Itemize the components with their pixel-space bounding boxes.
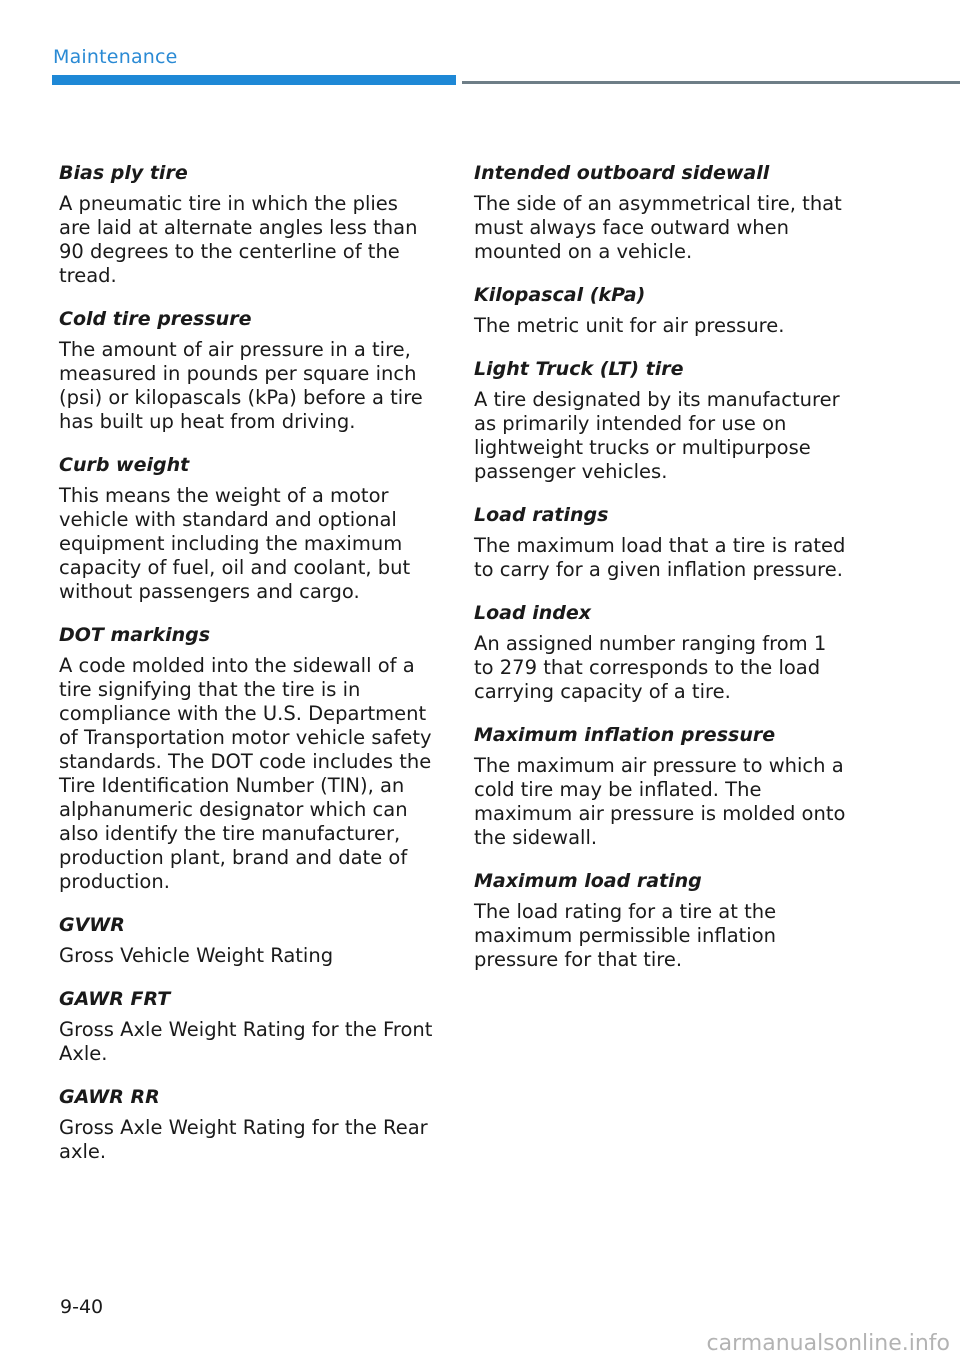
- glossary-term: GAWR RR: [59, 1086, 160, 1108]
- glossary-definition: The load rating for a tire at the maximum permissible inflation pressure for that tire.: [474, 900, 777, 971]
- glossary-term: Curb weight: [59, 454, 190, 476]
- glossary-entry: [474, 868, 849, 972]
- glossary-left-column: [59, 160, 434, 1182]
- glossary-definition: Gross Axle Weight Rating for the Front Axle.: [59, 1018, 433, 1065]
- glossary-entry: [474, 600, 849, 704]
- glossary-term: GAWR FRT: [59, 988, 171, 1010]
- glossary-entry: [59, 160, 434, 288]
- glossary-term: Load ratings: [474, 504, 609, 526]
- glossary-entry: [59, 912, 434, 968]
- glossary-entry: [59, 986, 434, 1066]
- glossary-term: Light Truck (LT) tire: [474, 358, 684, 380]
- glossary-definition: Gross Axle Weight Rating for the Rear axle.: [59, 1116, 428, 1163]
- glossary-term: Kilopascal (kPa): [474, 284, 646, 306]
- glossary-definition: The maximum air pressure to which a cold tire may be inflated. The maximum air pressure is molded onto the sidewall.: [474, 754, 846, 849]
- glossary-definition: The amount of air pressure in a tire, measured in pounds per square inch (psi) or kilopascals (kPa) before a tire has built up heat from driving.: [59, 338, 423, 433]
- watermark: carmanualsonline.info: [706, 1331, 950, 1356]
- glossary-entry: [59, 1084, 434, 1164]
- glossary-entry: [59, 622, 434, 894]
- glossary-definition: A pneumatic tire in which the plies are laid at alternate angles less than 90 degrees to the centerline of the tread.: [59, 192, 418, 287]
- header-accent-rule: [52, 75, 456, 85]
- glossary-definition: This means the weight of a motor vehicle with standard and optional equipment including the maximum capacity of fuel, oil and coolant, but without passengers and cargo.: [59, 484, 411, 603]
- glossary-term: GVWR: [59, 914, 125, 936]
- glossary-entry: [59, 306, 434, 434]
- page-number: 9-40: [60, 1296, 104, 1318]
- glossary-definition: The metric unit for air pressure.: [474, 314, 785, 337]
- glossary-entry: [474, 282, 849, 338]
- glossary-entry: [59, 452, 434, 604]
- glossary-term: Load index: [474, 602, 591, 624]
- glossary-definition: The side of an asymmetrical tire, that must always face outward when mounted on a vehicle.: [474, 192, 842, 263]
- glossary-definition: Gross Vehicle Weight Rating: [59, 944, 334, 967]
- header-divider-rule: [462, 81, 960, 84]
- glossary-entry: [474, 160, 849, 264]
- glossary-right-column: [474, 160, 849, 990]
- glossary-term: DOT markings: [59, 624, 211, 646]
- glossary-term: Maximum load rating: [474, 870, 702, 892]
- glossary-term: Bias ply tire: [59, 162, 188, 184]
- glossary-definition: A tire designated by its manufacturer as primarily intended for use on lightweight trucks or multipurpose passenger vehicles.: [474, 388, 840, 483]
- glossary-definition: The maximum load that a tire is rated to carry for a given inflation pressure.: [474, 534, 846, 581]
- glossary-entry: [474, 722, 849, 850]
- glossary-entry: [474, 356, 849, 484]
- section-title: Maintenance: [53, 46, 178, 68]
- glossary-term: Intended outboard sidewall: [474, 162, 770, 184]
- glossary-definition: An assigned number ranging from 1 to 279 that corresponds to the load carrying capacity of a tire.: [474, 632, 827, 703]
- glossary-term: Maximum inflation pressure: [474, 724, 776, 746]
- glossary-term: Cold tire pressure: [59, 308, 252, 330]
- glossary-definition: A code molded into the sidewall of a tire signifying that the tire is in compliance with the U.S. Department of Transportation motor vehicle safety standards. The DOT code includes the Tire Identification Number (TIN), an alphanumeric designator which can also identify the tire manufacturer, production plant, brand and date of production.: [59, 654, 432, 893]
- glossary-entry: [474, 502, 849, 582]
